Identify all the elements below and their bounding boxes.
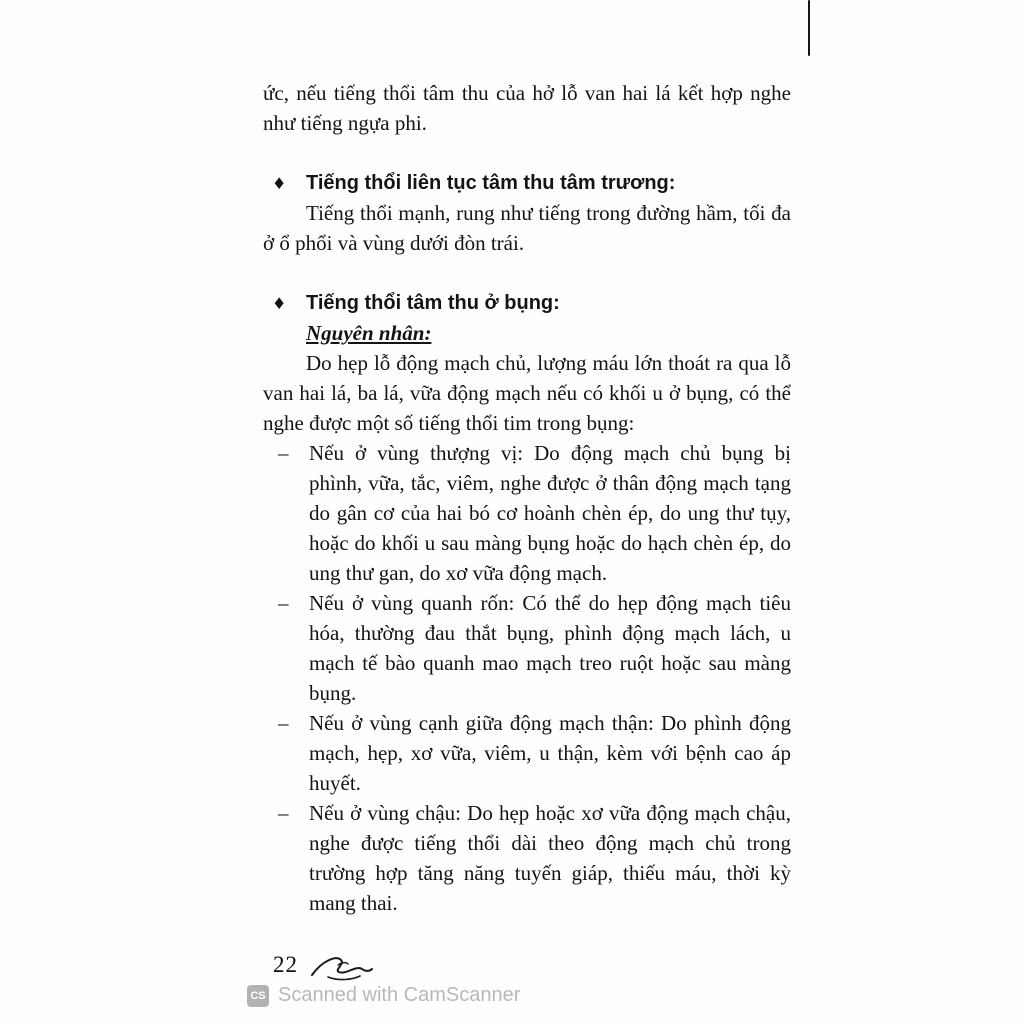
section-title: Tiếng thổi liên tục tâm thu tâm trương: — [306, 172, 676, 194]
dash-marker: – — [278, 441, 289, 465]
scan-artifact-line — [808, 0, 810, 56]
subheading-cause: Nguyên nhân: — [306, 321, 432, 345]
list-item — [263, 708, 791, 798]
list-item-text: Nếu ở vùng chậu: Do hẹp hoặc xơ vữa động mạch chậu, nghe được tiếng thổi dài theo động mạch chủ trong trường hợp tăng năng tuyến giáp, thiếu máu, thời kỳ mang thai. — [309, 801, 791, 915]
camscanner-watermark — [247, 984, 520, 1007]
pen-squiggle-decoration — [310, 953, 374, 983]
list-item — [263, 798, 791, 918]
list-item-text: Nếu ở vùng cạnh giữa động mạch thận: Do phình động mạch, hẹp, xơ vữa, viêm, u thận, kèm với bệnh cao áp huyết. — [309, 711, 791, 795]
watermark-text: Scanned with CamScanner — [278, 984, 521, 1006]
paragraph-continuation: ức, nếu tiếng thổi tâm thu của hở lỗ van hai lá kết hợp nghe như tiếng ngựa phi. — [263, 81, 791, 135]
section-paragraph: Do hẹp lỗ động mạch chủ, lượng máu lớn thoát ra qua lỗ van hai lá, ba lá, vữa động mạch nếu có khối u ở bụng, có thể nghe được một số tiếng thổi tim trong bụng: — [263, 351, 791, 435]
section-heading — [263, 168, 791, 198]
dash-marker: – — [278, 591, 289, 615]
dash-marker: – — [278, 711, 289, 735]
list-item-text: Nếu ở vùng thượng vị: Do động mạch chủ bụng bị phình, vữa, tắc, viêm, nghe được ở thân động mạch tạng do gân cơ của hai bó cơ hoành chèn ép, do ung thư tụy, hoặc do khối u sau màng bụng hoặc do hạch chèn ép, do ung thư gan, do xơ vữa động mạch. — [309, 441, 791, 585]
list-item — [263, 588, 791, 708]
section-title: Tiếng thổi tâm thu ở bụng: — [306, 292, 560, 314]
page-number: 22 — [273, 952, 298, 977]
page-footer — [273, 948, 374, 982]
list-item-text: Nếu ở vùng quanh rốn: Có thể do hẹp động mạch tiêu hóa, thường đau thắt bụng, phình động mạch lách, u mạch tế bào quanh mao mạch treo ruột hoặc sau màng bụng. — [309, 591, 791, 705]
cause-list — [263, 438, 791, 918]
list-item — [263, 438, 791, 588]
section-heading — [263, 288, 791, 318]
diamond-bullet-icon: ♦ — [272, 294, 287, 313]
section-abdominal-murmur — [263, 288, 791, 918]
section-continuous-murmur — [263, 168, 791, 258]
diamond-bullet-icon: ♦ — [272, 174, 287, 193]
dash-marker: – — [278, 801, 289, 825]
camscanner-logo-icon: CS — [247, 985, 269, 1007]
page-text-block — [263, 78, 791, 918]
section-paragraph: Tiếng thổi mạnh, rung như tiếng trong đường hầm, tối đa ở ổ phổi và vùng dưới đòn trái. — [263, 201, 791, 255]
